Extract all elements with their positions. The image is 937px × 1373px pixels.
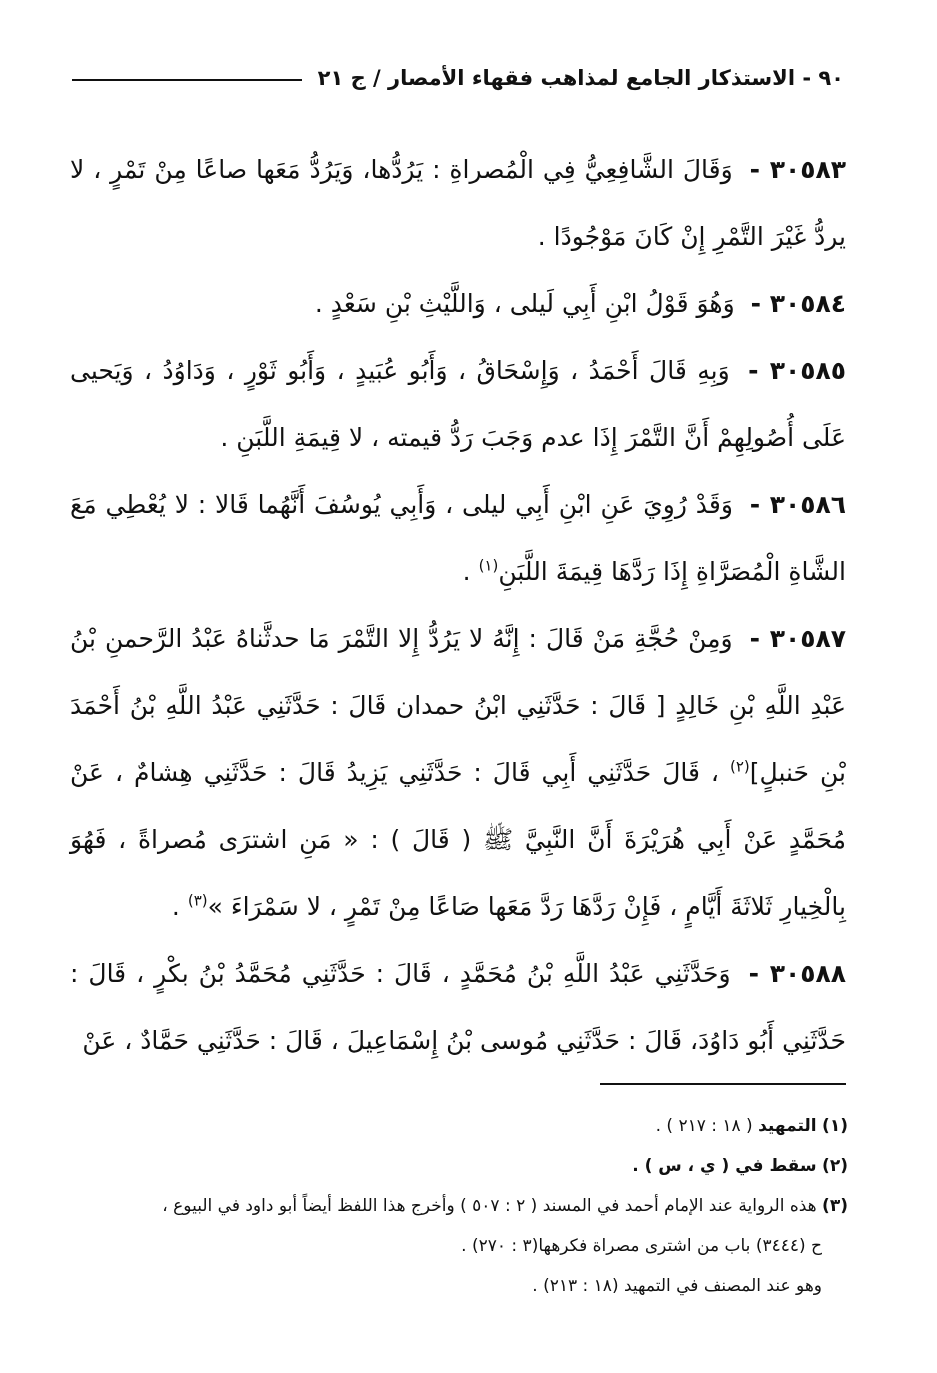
paragraph-number: ٣٠٥٨٧ - — [749, 624, 846, 653]
footnote-reference[interactable]: (٣) — [187, 891, 208, 910]
running-header-title: ٩٠ - الاستذكار الجامع لمذاهب فقهاء الأمصار / ج ٢١ — [317, 66, 844, 90]
paragraph-30586 — [70, 471, 846, 605]
paragraph-text: وَحَدَّثَنِي عَبْدُ اللَّهِ بْنُ مُحَمَّدٍ ، قَالَ : حَدَّثَنِي مُحَمَّدُ بْنُ بكْرٍ ، قَالَ : حَدَّثَنِي أَبُو دَاوُدَ، قَالَ : حَدَّثَنِي مُوسى بْنُ إِسْمَاعِيلَ ، قَالَ : حَدَّثَنِي حَمَّادٌ ، عَنْ — [70, 959, 846, 1055]
paragraph-text: وَقَدْ رُوِيَ عَنِ ابْنِ أَبِي ليلى ، وَأَبِي يُوسُفَ أَنَّهُما قَالا : لا يُعْطِي مَعَ الشَّاةِ الْمُصَرَّاةِ إِذَا رَدَّهَا قِيمَةَ اللَّبَنِ — [70, 490, 846, 586]
paragraph-number: ٣٠٥٨٨ - — [748, 959, 846, 988]
footnote-reference[interactable]: (٢) — [730, 757, 750, 776]
paragraph-30585 — [70, 337, 846, 471]
footnote-text: سقط في ( ي ، س ) . — [632, 1156, 817, 1176]
header-rule — [72, 79, 302, 81]
paragraph-end: . — [171, 892, 188, 921]
footnote-text: هذه الرواية عند الإمام أحمد في المسند ( ٢ : ٥٠٧ ) وأخرج هذا اللفظ أيضاً أبو داود في البيوع ، — [162, 1196, 817, 1216]
footnote-3-continuation: ح (٣٤٤٤) باب من اشترى مصراة فكرهها(٣ : ٢٧٠) . — [461, 1236, 822, 1256]
paragraph-30583 — [70, 136, 846, 270]
footnote-3-continuation: وهو عند المصنف في التمهيد (١٨ : ٢١٣) . — [532, 1276, 822, 1296]
footnote-mark: (١) — [822, 1116, 848, 1136]
footnote-separator — [600, 1083, 846, 1085]
page-header — [72, 60, 844, 96]
paragraph-30587 — [70, 605, 846, 940]
paragraph-number: ٣٠٥٨٣ - — [749, 155, 846, 184]
paragraph-number: ٣٠٥٨٦ - — [749, 490, 846, 519]
paragraph-number: ٣٠٥٨٤ - — [750, 289, 846, 318]
paragraph-text: وَمِنْ حُجَّةِ مَنْ قَالَ : إِنَّهُ لا يَرُدُّ إِلا التَّمْرَ مَا حدثَّناهُ عَبْدُ الرَّحمنِ بْنُ عَبْدِ اللَّهِ بْنِ خَالِدٍ [ قَالَ : حَدَّثَنِي ابْنُ حمدان قَالَ : حَدَّثَنِي عَبْدُ اللَّهِ بْنُ أَحْمَدَ بْنِ حَنبلٍ] — [70, 624, 846, 787]
paragraph-30584 — [70, 270, 846, 337]
footnote-mark: (٣) — [822, 1196, 848, 1216]
paragraph-text: وَقَالَ الشَّافِعِيُّ فِي الْمُصراةِ : يَرُدُّها، وَيَرُدُّ مَعَها صاعًا مِنْ تَمْرٍ ، لا يردُّ غَيْرَ التَّمْرِ إِنْ كَانَ مَوْجُودًا . — [70, 155, 846, 251]
footnote-source: التمهيد — [758, 1116, 817, 1136]
paragraph-continuation: ، قَالَ حَدَّثَنِي أَبِي قَالَ : حَدَّثَنِي يَزِيدُ قَالَ : حَدَّثَنِي هِشامٌ ، عَنْ مُحَمَّدٍ عَنْ أَبِي هُرَيْرَةَ أَنَّ النَّبِيَّ ﷺ ( قَالَ ) : « مَنِ اشترَى مُصراةً ، فَهُوَ بِالْخِيارِ ثَلاثَةَ أَيَّامٍ ، فَإِنْ رَدَّهَا رَدَّ مَعَها صَاعًا مِنْ تَمْرٍ ، لا سَمْرَاءَ » — [70, 758, 846, 921]
paragraph-number: ٣٠٥٨٥ - — [748, 356, 846, 385]
main-text — [70, 136, 846, 1074]
paragraph-text: وَبِهِ قَالَ أَحْمَدُ ، وَإِسْحَاقُ ، وَأَبُو عُبَيدٍ ، وَأَبُو ثَوْرٍ ، وَدَاوُدُ ، وَيَحيى عَلَى أُصُولِهِمْ أَنَّ التَّمْرَ إِذَا عدم وَجَبَ رَدُّ قيمته ، لا قِيمَةِ اللَّبَنِ . — [70, 356, 846, 452]
footnote-3 — [70, 1186, 848, 1226]
footnote-2 — [70, 1146, 848, 1186]
footnote-1 — [70, 1106, 848, 1146]
footnotes — [70, 1106, 848, 1306]
paragraph-30588 — [70, 940, 846, 1074]
footnote-mark: (٢) — [822, 1156, 848, 1176]
paragraph-end: . — [462, 557, 479, 586]
footnote-reference[interactable]: (١) — [478, 556, 499, 575]
footnote-text: ( ١٨ : ٢١٧ ) . — [655, 1116, 753, 1136]
paragraph-text: وَهُوَ قَوْلُ ابْنِ أَبِي لَيلى ، وَاللَّيْثِ بْنِ سَعْدٍ . — [314, 289, 735, 318]
